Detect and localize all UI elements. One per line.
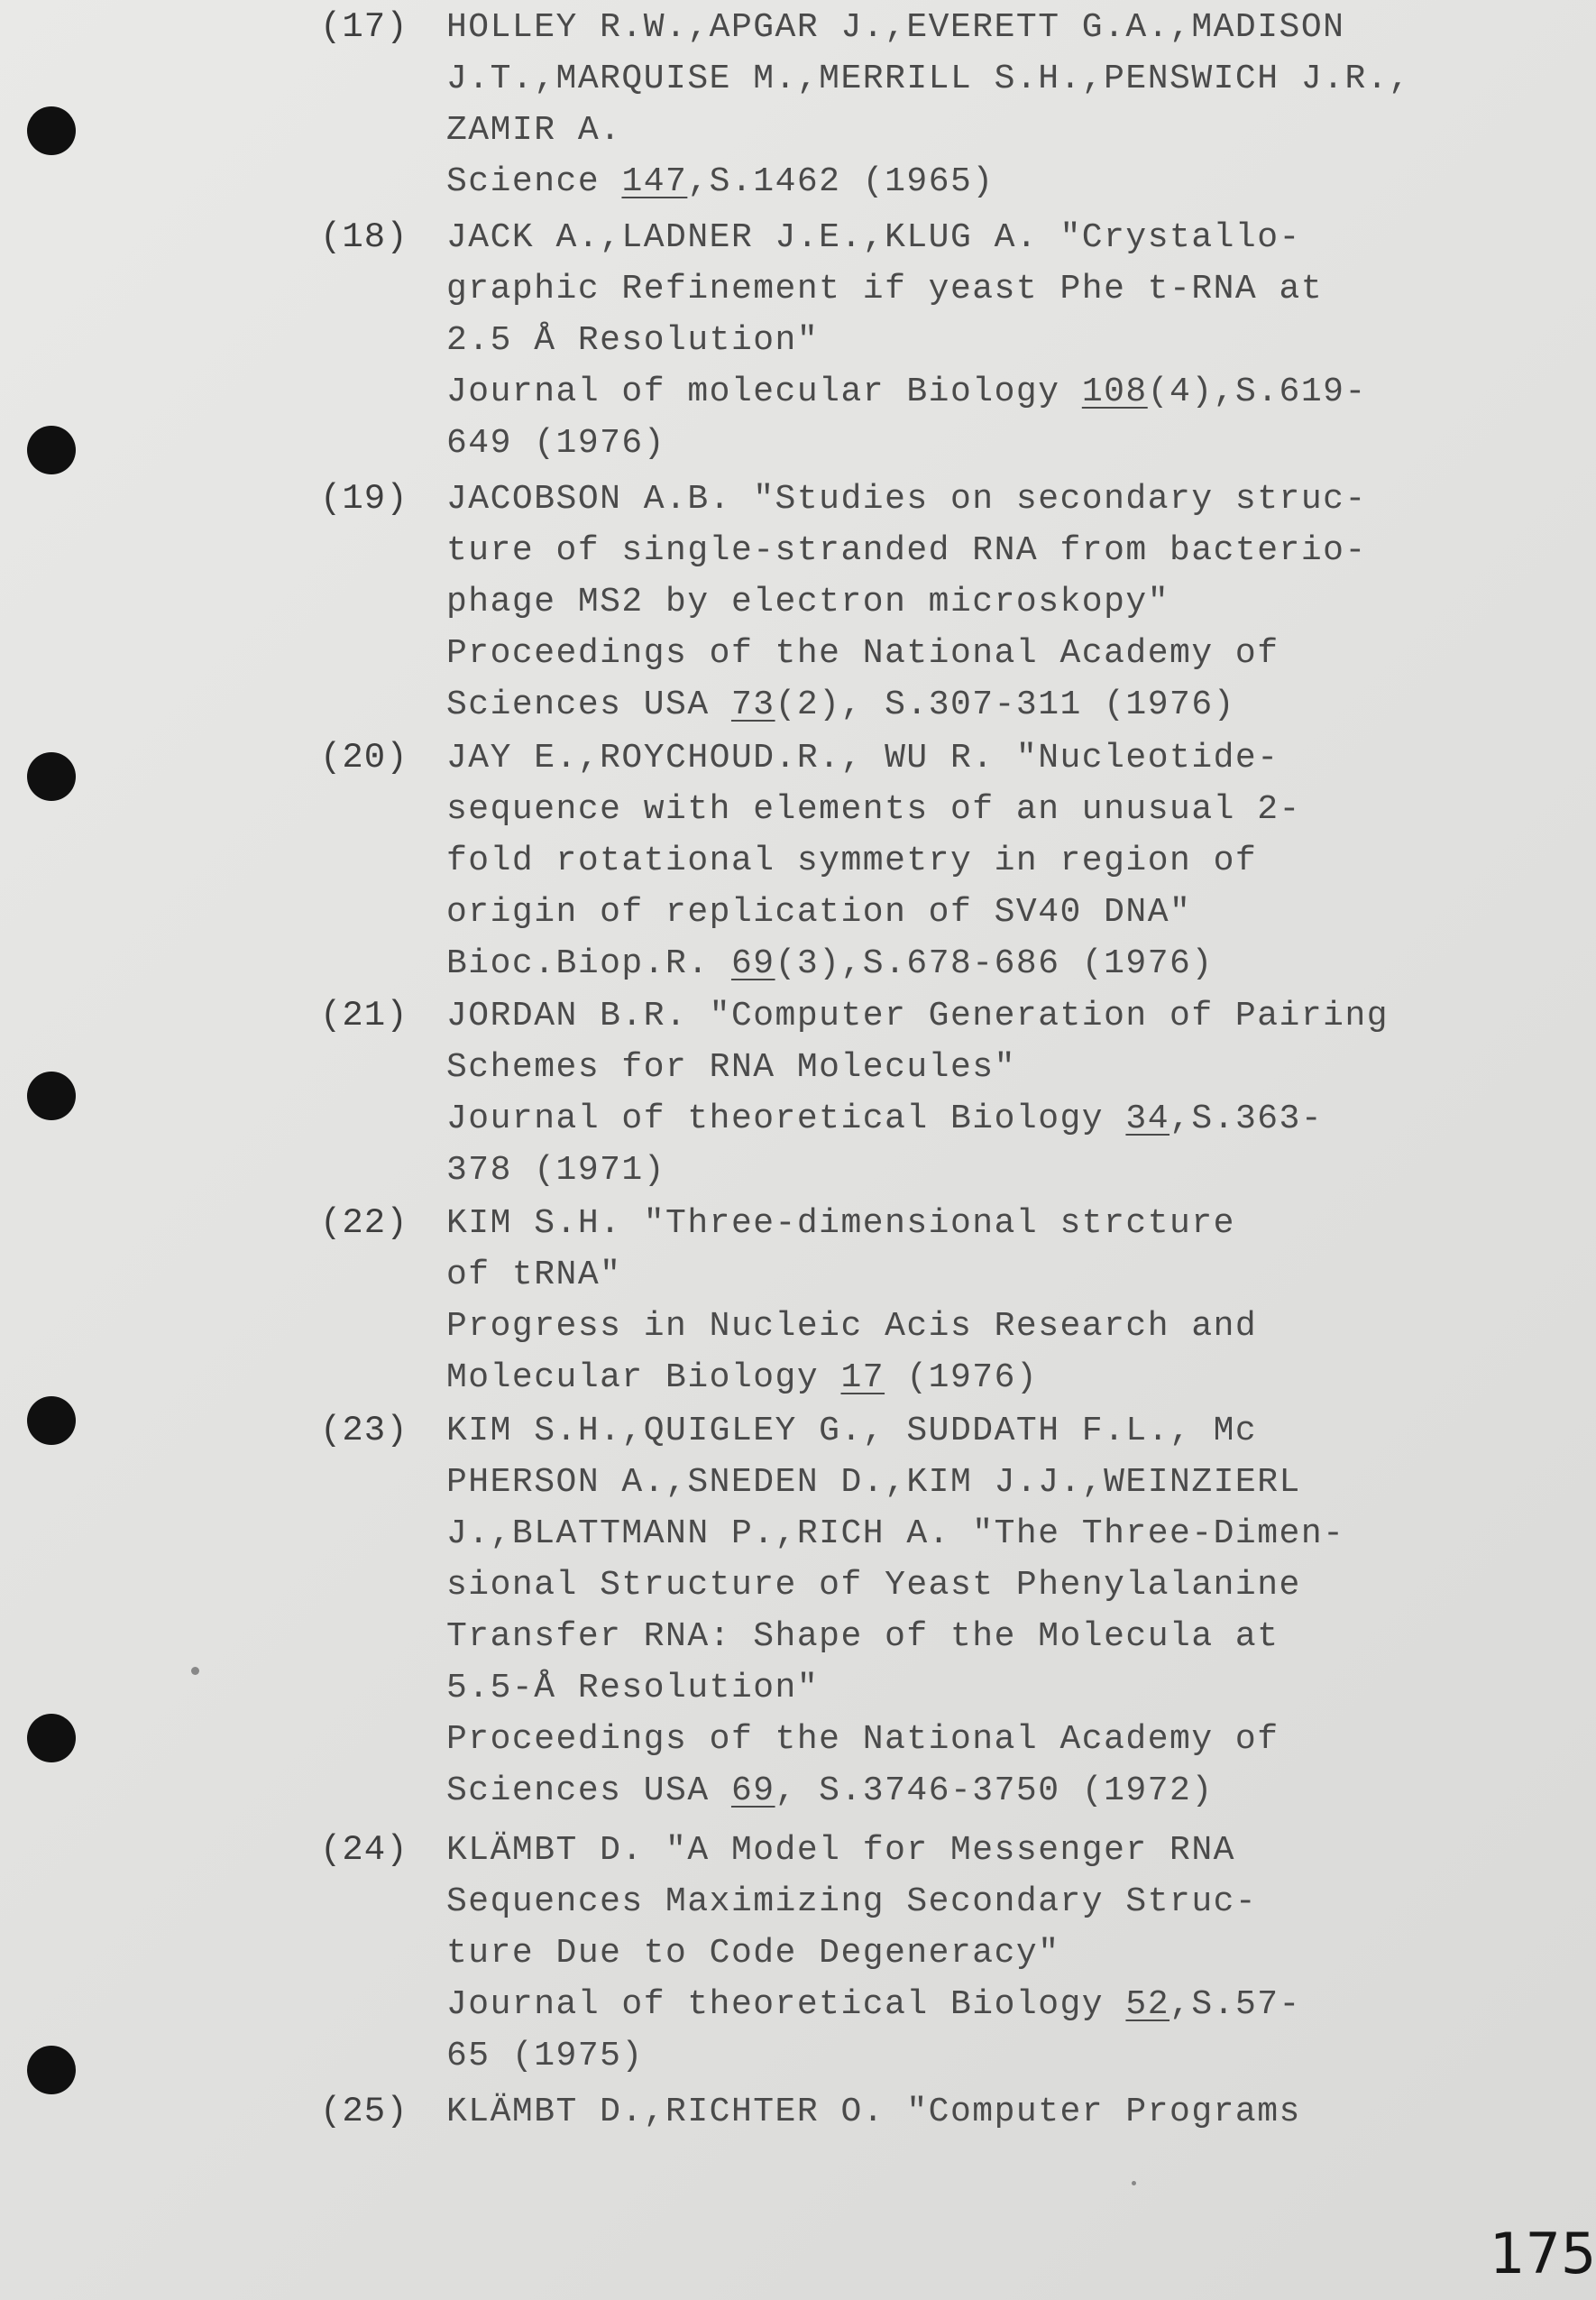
punch-hole xyxy=(27,1714,76,1762)
reference-line: KIM S.H.,QUIGLEY G., SUDDATH F.L., Mc xyxy=(446,1412,1258,1450)
reference-line: Journal of molecular Biology 108(4),S.619- xyxy=(446,373,1367,411)
reference-line: sional Structure of Yeast Phenylalanine xyxy=(446,1566,1301,1605)
reference-text xyxy=(446,732,1483,989)
reference-line: KLÄMBT D.,RICHTER O. "Computer Programs xyxy=(446,2093,1301,2131)
reference-line: Proceedings of the National Academy of xyxy=(446,1720,1280,1759)
reference-line: Sciences USA 69, S.3746-3750 (1972) xyxy=(446,1771,1214,1810)
reference-line: Journal of theoretical Biology 34,S.363- xyxy=(446,1099,1324,1138)
reference-number: (25) xyxy=(320,2092,408,2131)
reference-line: Sequences Maximizing Secondary Struc- xyxy=(446,1882,1258,1921)
reference-line: ture of single-stranded RNA from bacterio- xyxy=(446,531,1367,570)
volume-number: 69 xyxy=(730,944,775,983)
reference-line: J.,BLATTMANN P.,RICH A. "The Three-Dimen- xyxy=(446,1514,1345,1553)
reference-line: Molecular Biology 17 (1976) xyxy=(446,1358,1039,1397)
reference-number: (24) xyxy=(320,1830,408,1870)
reference-number: (22) xyxy=(320,1203,408,1243)
reference-line: JACOBSON A.B. "Studies on secondary struc- xyxy=(446,480,1367,519)
page-number: 175 xyxy=(1490,2221,1596,2286)
reference-line: sequence with elements of an unusual 2- xyxy=(446,790,1301,829)
scan-speck xyxy=(1132,2181,1136,2185)
punch-hole xyxy=(27,426,76,474)
reference-line: ZAMIR A. xyxy=(446,111,622,150)
reference-line: phage MS2 by electron microskopy" xyxy=(446,583,1170,621)
punch-hole xyxy=(27,1072,76,1120)
reference-number: (17) xyxy=(320,7,408,47)
reference-line: J.T.,MARQUISE M.,MERRILL S.H.,PENSWICH J.R., xyxy=(446,60,1411,98)
reference-line: JORDAN B.R. "Computer Generation of Pairing xyxy=(446,997,1390,1035)
reference-line: KIM S.H. "Three-dimensional strcture xyxy=(446,1204,1235,1243)
reference-line: HOLLEY R.W.,APGAR J.,EVERETT G.A.,MADISON xyxy=(446,8,1345,47)
volume-number: 69 xyxy=(730,1771,775,1810)
reference-text xyxy=(446,1825,1483,2082)
reference-text xyxy=(446,212,1483,469)
reference-line: KLÄMBT D. "A Model for Messenger RNA xyxy=(446,1831,1235,1870)
reference-number: (23) xyxy=(320,1411,408,1450)
reference-line: 649 (1976) xyxy=(446,424,666,463)
volume-number: 52 xyxy=(1125,1985,1170,2024)
reference-number: (21) xyxy=(320,996,408,1035)
reference-line: Transfer RNA: Shape of the Molecula at xyxy=(446,1617,1280,1656)
reference-number: (18) xyxy=(320,217,408,257)
reference-line: Science 147,S.1462 (1965) xyxy=(446,162,995,201)
punch-hole xyxy=(27,2046,76,2094)
reference-line: Schemes for RNA Molecules" xyxy=(446,1048,1016,1087)
scan-speck xyxy=(191,1667,199,1675)
reference-line: ture Due to Code Degeneracy" xyxy=(446,1934,1060,1973)
volume-number: 34 xyxy=(1125,1099,1170,1138)
reference-text xyxy=(446,1405,1483,1817)
reference-line: 65 (1975) xyxy=(446,2037,644,2075)
volume-number: 108 xyxy=(1081,373,1148,411)
volume-number: 147 xyxy=(621,162,688,201)
reference-text xyxy=(446,990,1483,1196)
reference-line: origin of replication of SV40 DNA" xyxy=(446,893,1192,932)
reference-line: Progress in Nucleic Acis Research and xyxy=(446,1307,1258,1346)
reference-line: JAY E.,ROYCHOUD.R., WU R. "Nucleotide- xyxy=(446,739,1280,777)
reference-line: 5.5-Å Resolution" xyxy=(446,1669,820,1707)
reference-text xyxy=(446,2086,1483,2138)
reference-number: (19) xyxy=(320,479,408,519)
reference-line: Journal of theoretical Biology 52,S.57- xyxy=(446,1985,1301,2024)
volume-number: 17 xyxy=(840,1358,885,1397)
reference-text xyxy=(446,474,1483,731)
reference-line: Sciences USA 73(2), S.307-311 (1976) xyxy=(446,685,1235,724)
reference-line: JACK A.,LADNER J.E.,KLUG A. "Crystallo- xyxy=(446,218,1301,257)
reference-number: (20) xyxy=(320,738,408,777)
reference-line: PHERSON A.,SNEDEN D.,KIM J.J.,WEINZIERL xyxy=(446,1463,1301,1502)
reference-line: Proceedings of the National Academy of xyxy=(446,634,1280,673)
reference-line: Bioc.Biop.R. 69(3),S.678-686 (1976) xyxy=(446,944,1214,983)
reference-line: 378 (1971) xyxy=(446,1151,666,1190)
reference-line: fold rotational symmetry in region of xyxy=(446,842,1258,880)
punch-hole xyxy=(27,752,76,801)
reference-text xyxy=(446,1198,1483,1403)
reference-line: of tRNA" xyxy=(446,1256,622,1294)
punch-hole xyxy=(27,1396,76,1445)
volume-number: 73 xyxy=(730,685,775,724)
reference-text xyxy=(446,2,1483,207)
reference-line: 2.5 Å Resolution" xyxy=(446,321,820,360)
punch-hole xyxy=(27,106,76,155)
reference-line: graphic Refinement if yeast Phe t-RNA at xyxy=(446,270,1324,308)
